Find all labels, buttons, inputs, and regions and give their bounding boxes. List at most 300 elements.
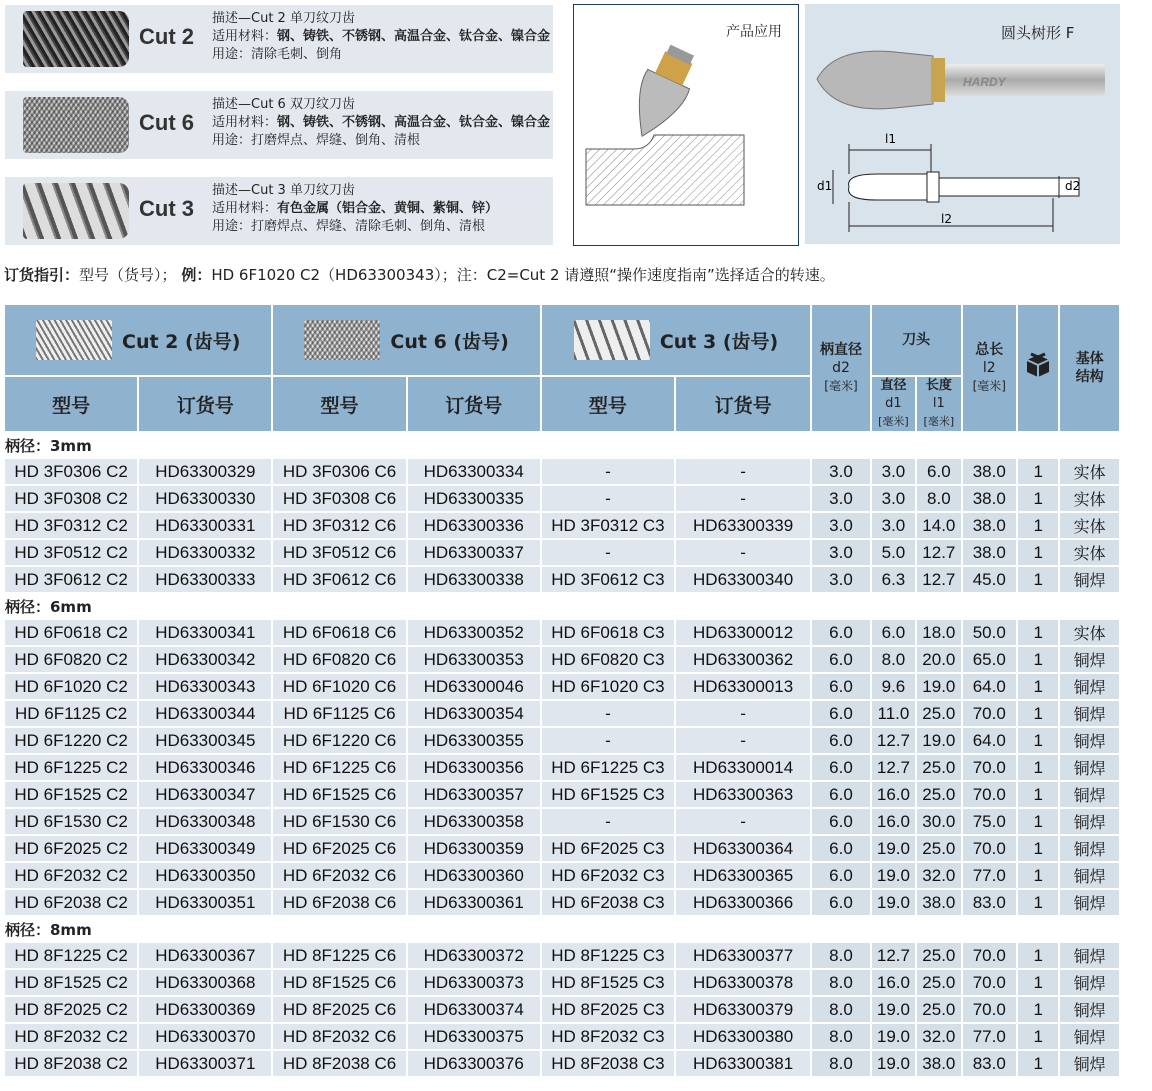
cut-6-order-no-cell: HD63300372: [408, 943, 540, 968]
cut-3-name: Cut 3: [139, 196, 194, 221]
total-length-cell: 70.0: [963, 782, 1016, 807]
shank-diameter-cell: 6.0: [812, 809, 870, 834]
cut-2-model-cell: HD 8F1225 C2: [5, 943, 137, 968]
table-row: [5, 701, 1119, 726]
cut-3-model-header: 型号: [542, 377, 674, 431]
head-diameter-cell: 6.0: [872, 620, 915, 645]
head-diameter-cell: 16.0: [872, 970, 915, 995]
head-length-cell: 25.0: [917, 701, 960, 726]
head-length-cell: 25.0: [917, 970, 960, 995]
cut-6-model-cell: HD 6F2038 C6: [273, 890, 405, 915]
head-length-cell: 12.7: [917, 540, 960, 565]
shank-diameter-cell: 6.0: [812, 728, 870, 753]
cut-3-model-cell: -: [542, 701, 674, 726]
cut-6-order-no-cell: HD63300376: [408, 1051, 540, 1076]
cut-2-order-no-cell: HD63300329: [139, 459, 271, 484]
package-qty-cell: 1: [1018, 540, 1058, 565]
total-length-cell: 64.0: [963, 674, 1016, 699]
head-diameter-cell: 19.0: [872, 1051, 915, 1076]
package-qty-cell: 1: [1018, 701, 1058, 726]
cut-3-model-cell: -: [542, 486, 674, 511]
shank-diameter-symbol: d2: [832, 360, 850, 376]
cut-6-order-no-cell: HD63300046: [408, 674, 540, 699]
head-diameter-label: 直径: [880, 378, 907, 393]
cut-2-model-cell: HD 3F0612 C2: [5, 567, 137, 592]
base-structure-cell: 铜焊: [1060, 809, 1119, 834]
table-row: [5, 890, 1119, 915]
shank-group-title: 柄径：3mm: [5, 433, 1119, 457]
cut-2-order-no-cell: HD63300371: [139, 1051, 271, 1076]
cut-6-model-cell: HD 8F2038 C6: [273, 1051, 405, 1076]
table-row: [5, 620, 1119, 645]
cut-3-header-image: [574, 320, 650, 360]
order-guide-text: 型号（货号）；: [79, 266, 177, 284]
cut-2-order-no-cell: HD63300341: [139, 620, 271, 645]
head-diameter-cell: 19.0: [872, 997, 915, 1022]
head-diameter-cell: 3.0: [872, 513, 915, 538]
cut-3-use: 用途：打磨焊点、焊缝、清除毛刺、倒角、清根: [212, 219, 486, 234]
cut-6-order-no-cell: HD63300354: [408, 701, 540, 726]
table-row: [5, 755, 1119, 780]
cut-2-model-cell: HD 8F2032 C2: [5, 1024, 137, 1049]
application-panel: [573, 4, 799, 246]
cut-6-model-cell: HD 6F1220 C6: [273, 728, 405, 753]
shank-diameter-cell: 3.0: [812, 459, 870, 484]
total-length-cell: 38.0: [963, 513, 1016, 538]
cut-3-order-no-cell: -: [676, 701, 810, 726]
head-diameter-cell: 6.3: [872, 567, 915, 592]
cut-2-order-no-cell: HD63300351: [139, 890, 271, 915]
base-structure-cell: 实体: [1060, 620, 1119, 645]
head-diameter-cell: 5.0: [872, 540, 915, 565]
cut-3-order-no-cell: -: [676, 809, 810, 834]
cut-3-model-cell: HD 8F2025 C3: [542, 997, 674, 1022]
cut-2-model-cell: HD 6F2038 C2: [5, 890, 137, 915]
table-row: [5, 459, 1119, 484]
package-qty-cell: 1: [1018, 459, 1058, 484]
cut-2-order-no-cell: HD63300330: [139, 486, 271, 511]
cut-2-model-cell: HD 6F1125 C2: [5, 701, 137, 726]
cut-6-order-no-cell: HD63300338: [408, 567, 540, 592]
total-length-cell: 70.0: [963, 997, 1016, 1022]
cut-3-desc-line: 描述—Cut 3 单刀纹刀齿: [212, 183, 355, 198]
base-structure-cell: 铜焊: [1060, 647, 1119, 672]
order-guide-example-label: 例：: [181, 266, 212, 284]
head-diameter-header: [872, 377, 915, 431]
cut-2-header-image: [36, 320, 112, 360]
base-structure-cell: 铜焊: [1060, 567, 1119, 592]
cut-2-model-cell: HD 3F0308 C2: [5, 486, 137, 511]
shank-diameter-cell: 8.0: [812, 1024, 870, 1049]
shank-group-row: [5, 433, 1119, 457]
cut-3-model-cell: -: [542, 728, 674, 753]
total-length-unit: [毫米]: [972, 379, 1006, 393]
cut-2-order-header: 订货号: [139, 377, 271, 431]
cut-6-model-cell: HD 3F0306 C6: [273, 459, 405, 484]
cut-2-row: [5, 5, 553, 73]
table-row: [5, 997, 1119, 1022]
cut-3-order-no-cell: HD63300381: [676, 1051, 810, 1076]
cut-6-model-cell: HD 3F0308 C6: [273, 486, 405, 511]
cut-3-order-no-cell: HD63300014: [676, 755, 810, 780]
total-length-label: 总长: [975, 342, 1004, 358]
package-qty-cell: 1: [1018, 809, 1058, 834]
cut-3-order-no-cell: HD63300377: [676, 943, 810, 968]
shank-diameter-cell: 6.0: [812, 620, 870, 645]
cut-6-model-cell: HD 6F1225 C6: [273, 755, 405, 780]
head-length-cell: 25.0: [917, 782, 960, 807]
head-diameter-cell: 19.0: [872, 890, 915, 915]
cut-6-order-no-cell: HD63300359: [408, 836, 540, 861]
cut-2-model-cell: HD 6F1530 C2: [5, 809, 137, 834]
cut-6-model-cell: HD 8F1225 C6: [273, 943, 405, 968]
cut-6-desc-line: 描述—Cut 6 双刀纹刀齿: [212, 97, 355, 112]
base-structure-header: [1060, 305, 1119, 431]
table-row: [5, 674, 1119, 699]
package-header: [1018, 305, 1058, 431]
cut-2-material: 钢、铸铁、不锈钢、高温合金、钛合金、镍合金: [277, 29, 551, 44]
cut-2-model-header: 型号: [5, 377, 137, 431]
cut-3-order-header: 订货号: [676, 377, 810, 431]
total-length-cell: 75.0: [963, 809, 1016, 834]
table-row: [5, 1024, 1119, 1049]
package-qty-cell: 1: [1018, 997, 1058, 1022]
table-row: [5, 970, 1119, 995]
cut-6-group-header: [273, 305, 539, 375]
cut-3-model-cell: HD 6F2025 C3: [542, 836, 674, 861]
cut-6-order-no-cell: HD63300357: [408, 782, 540, 807]
cut-3-order-no-cell: -: [676, 486, 810, 511]
cut-3-order-no-cell: HD63300364: [676, 836, 810, 861]
head-length-cell: 6.0: [917, 459, 960, 484]
head-length-cell: 38.0: [917, 1051, 960, 1076]
table-row: [5, 540, 1119, 565]
cut-3-model-cell: HD 6F0820 C3: [542, 647, 674, 672]
cut-3-order-no-cell: HD63300366: [676, 890, 810, 915]
cut-2-model-cell: HD 6F2025 C2: [5, 836, 137, 861]
cut-3-model-cell: HD 6F2032 C3: [542, 863, 674, 888]
cut-2-desc-line: 描述—Cut 2 单刀纹刀齿: [212, 11, 355, 26]
cut-3-model-cell: HD 8F2032 C3: [542, 1024, 674, 1049]
head-diameter-cell: 9.6: [872, 674, 915, 699]
cut-6-desc: [212, 96, 550, 150]
shank-diameter-cell: 6.0: [812, 755, 870, 780]
cut-6-group-label: Cut 6 (齿号): [390, 330, 509, 353]
head-length-cell: 8.0: [917, 486, 960, 511]
base-structure-cell: 实体: [1060, 486, 1119, 511]
cut-2-model-cell: HD 6F0618 C2: [5, 620, 137, 645]
cut-3-desc: [212, 182, 498, 236]
total-length-cell: 77.0: [963, 1024, 1016, 1049]
head-diameter-symbol: d1: [885, 396, 902, 411]
cut-2-model-cell: HD 6F1225 C2: [5, 755, 137, 780]
package-qty-cell: 1: [1018, 863, 1058, 888]
application-illustration: [574, 5, 798, 245]
cut-2-model-cell: HD 6F1525 C2: [5, 782, 137, 807]
total-length-cell: 70.0: [963, 755, 1016, 780]
package-qty-cell: 1: [1018, 782, 1058, 807]
head-diameter-cell: 11.0: [872, 701, 915, 726]
cut-3-row: [5, 177, 553, 245]
cut-6-model-cell: HD 6F0618 C6: [273, 620, 405, 645]
cut-3-order-no-cell: HD63300363: [676, 782, 810, 807]
total-length-cell: 38.0: [963, 459, 1016, 484]
shank-diameter-cell: 6.0: [812, 674, 870, 699]
cut-2-order-no-cell: HD63300346: [139, 755, 271, 780]
shank-diameter-cell: 3.0: [812, 567, 870, 592]
cut-3-order-no-cell: HD63300365: [676, 863, 810, 888]
order-guide: [4, 264, 835, 285]
package-qty-cell: 1: [1018, 836, 1058, 861]
cut-2-group-header: [5, 305, 271, 375]
cut-3-model-cell: HD 6F1225 C3: [542, 755, 674, 780]
cut-2-model-cell: HD 6F1020 C2: [5, 674, 137, 699]
package-box-icon: [1023, 351, 1053, 381]
cut-6-order-no-cell: HD63300358: [408, 809, 540, 834]
cut-2-model-cell: HD 6F1220 C2: [5, 728, 137, 753]
shank-diameter-cell: 3.0: [812, 486, 870, 511]
shank-diameter-header: [812, 305, 870, 431]
cut-6-order-header: 订货号: [408, 377, 540, 431]
cut-2-model-cell: HD 6F0820 C2: [5, 647, 137, 672]
table-row: [5, 728, 1119, 753]
shank-diameter-cell: 3.0: [812, 540, 870, 565]
cut-3-model-cell: HD 8F1225 C3: [542, 943, 674, 968]
package-qty-cell: 1: [1018, 486, 1058, 511]
cut-2-order-no-cell: HD63300343: [139, 674, 271, 699]
shank-diameter-cell: 3.0: [812, 513, 870, 538]
cut-3-model-cell: HD 8F1525 C3: [542, 970, 674, 995]
table-row: [5, 809, 1119, 834]
head-length-header: [917, 377, 960, 431]
cut-6-order-no-cell: HD63300373: [408, 970, 540, 995]
cut-2-model-cell: HD 8F2025 C2: [5, 997, 137, 1022]
cut-3-order-no-cell: HD63300362: [676, 647, 810, 672]
head-diameter-cell: 16.0: [872, 809, 915, 834]
total-length-cell: 64.0: [963, 728, 1016, 753]
total-length-cell: 83.0: [963, 890, 1016, 915]
cut-6-model-cell: HD 6F0820 C6: [273, 647, 405, 672]
total-length-cell: 38.0: [963, 540, 1016, 565]
cut-6-order-no-cell: HD63300355: [408, 728, 540, 753]
shank-group-row: [5, 917, 1119, 941]
base-structure-cell: 铜焊: [1060, 782, 1119, 807]
base-structure-cell: 铜焊: [1060, 997, 1119, 1022]
package-qty-cell: 1: [1018, 755, 1058, 780]
shape-d1-label: d1: [817, 179, 833, 193]
base-structure-cell: 铜焊: [1060, 755, 1119, 780]
package-qty-cell: 1: [1018, 943, 1058, 968]
cut-3-order-no-cell: HD63300013: [676, 674, 810, 699]
head-length-cell: 14.0: [917, 513, 960, 538]
cut-6-model-cell: HD 8F1525 C6: [273, 970, 405, 995]
shape-l2-label: l2: [941, 212, 952, 226]
base-structure-cell: 铜焊: [1060, 943, 1119, 968]
cut-6-model-cell: HD 6F1525 C6: [273, 782, 405, 807]
product-table-body: [5, 433, 1119, 1076]
total-length-header: [963, 305, 1016, 431]
order-guide-label: 订货指引：: [4, 266, 80, 284]
cut-6-model-header: 型号: [273, 377, 405, 431]
total-length-cell: 77.0: [963, 863, 1016, 888]
head-length-cell: 25.0: [917, 943, 960, 968]
head-length-cell: 32.0: [917, 1024, 960, 1049]
cut-6-model-cell: HD 6F2025 C6: [273, 836, 405, 861]
cut-6-model-cell: HD 6F1530 C6: [273, 809, 405, 834]
shape-brand: HARDY: [963, 75, 1006, 89]
total-length-cell: 83.0: [963, 1051, 1016, 1076]
cut-2-material-label: 适用材料：: [212, 29, 278, 44]
package-qty-cell: 1: [1018, 674, 1058, 699]
shank-diameter-cell: 6.0: [812, 647, 870, 672]
cut-2-model-cell: HD 3F0306 C2: [5, 459, 137, 484]
shank-diameter-cell: 8.0: [812, 997, 870, 1022]
head-length-cell: 25.0: [917, 836, 960, 861]
shape-d2-label: d2: [1065, 179, 1081, 193]
head-diameter-cell: 12.7: [872, 755, 915, 780]
total-length-cell: 70.0: [963, 701, 1016, 726]
cut-3-material: 有色金属（铝合金、黄铜、紫铜、锌）: [277, 201, 499, 216]
cut-6-order-no-cell: HD63300374: [408, 997, 540, 1022]
base-structure-cell: 铜焊: [1060, 728, 1119, 753]
head-length-cell: 25.0: [917, 997, 960, 1022]
package-qty-cell: 1: [1018, 970, 1058, 995]
cut-6-model-cell: HD 8F2025 C6: [273, 997, 405, 1022]
total-length-cell: 70.0: [963, 943, 1016, 968]
cut-6-model-cell: HD 6F1125 C6: [273, 701, 405, 726]
head-length-cell: 25.0: [917, 755, 960, 780]
application-title: 产品应用: [726, 24, 782, 40]
head-length-cell: 19.0: [917, 728, 960, 753]
cut-2-order-no-cell: HD63300344: [139, 701, 271, 726]
shape-l1-label: l1: [885, 132, 896, 146]
head-length-unit: [毫米]: [923, 415, 955, 428]
shank-diameter-cell: 8.0: [812, 970, 870, 995]
cut-3-group-header: [542, 305, 810, 375]
cut-3-order-no-cell: HD63300379: [676, 997, 810, 1022]
head-length-cell: 12.7: [917, 567, 960, 592]
package-qty-cell: 1: [1018, 647, 1058, 672]
cut-2-model-cell: HD 8F2038 C2: [5, 1051, 137, 1076]
shank-diameter-label: 柄直径: [819, 342, 862, 358]
head-diameter-cell: 3.0: [872, 486, 915, 511]
cut-6-order-no-cell: HD63300375: [408, 1024, 540, 1049]
cut-2-model-cell: HD 8F1525 C2: [5, 970, 137, 995]
cut-3-order-no-cell: -: [676, 540, 810, 565]
base-structure-cell: 铜焊: [1060, 674, 1119, 699]
cut-2-use: 用途：清除毛刺、倒角: [212, 47, 343, 62]
cut-3-model-cell: HD 6F2038 C3: [542, 890, 674, 915]
base-structure-cell: 铜焊: [1060, 1024, 1119, 1049]
cut-2-model-cell: HD 3F0312 C2: [5, 513, 137, 538]
cut-6-order-no-cell: HD63300335: [408, 486, 540, 511]
total-length-cell: 65.0: [963, 647, 1016, 672]
base-structure-cell: 实体: [1060, 540, 1119, 565]
table-row: [5, 836, 1119, 861]
cut-6-order-no-cell: HD63300336: [408, 513, 540, 538]
head-diameter-cell: 16.0: [872, 782, 915, 807]
cut-6-name: Cut 6: [139, 110, 194, 135]
cut-3-order-no-cell: HD63300378: [676, 970, 810, 995]
shank-diameter-cell: 8.0: [812, 943, 870, 968]
head-length-cell: 20.0: [917, 647, 960, 672]
cut-2-order-no-cell: HD63300331: [139, 513, 271, 538]
cut-6-model-cell: HD 3F0612 C6: [273, 567, 405, 592]
shank-diameter-cell: 8.0: [812, 1051, 870, 1076]
cut-2-model-cell: HD 3F0512 C2: [5, 540, 137, 565]
cut-6-model-cell: HD 8F2032 C6: [273, 1024, 405, 1049]
cut-3-model-cell: HD 6F0618 C3: [542, 620, 674, 645]
cut-2-order-no-cell: HD63300342: [139, 647, 271, 672]
cut-2-name: Cut 2: [139, 24, 194, 49]
cut-3-order-no-cell: HD63300380: [676, 1024, 810, 1049]
shank-group-title: 柄径：6mm: [5, 594, 1119, 618]
shank-diameter-cell: 6.0: [812, 782, 870, 807]
total-length-cell: 45.0: [963, 567, 1016, 592]
cut-6-material-label: 适用材料：: [212, 115, 278, 130]
shank-diameter-cell: 6.0: [812, 890, 870, 915]
cut-2-order-no-cell: HD63300367: [139, 943, 271, 968]
cut-2-order-no-cell: HD63300345: [139, 728, 271, 753]
cut-2-order-no-cell: HD63300347: [139, 782, 271, 807]
cut-3-model-cell: HD 8F2038 C3: [542, 1051, 674, 1076]
cut-2-order-no-cell: HD63300369: [139, 997, 271, 1022]
cut-3-burr-image: [23, 183, 129, 239]
head-diameter-cell: 19.0: [872, 836, 915, 861]
cut-2-order-no-cell: HD63300350: [139, 863, 271, 888]
table-row: [5, 782, 1119, 807]
shank-diameter-cell: 6.0: [812, 701, 870, 726]
base-structure-cell: 实体: [1060, 459, 1119, 484]
base-structure-cell: 铜焊: [1060, 970, 1119, 995]
base-structure-cell: 铜焊: [1060, 890, 1119, 915]
shank-group-title: 柄径：8mm: [5, 917, 1119, 941]
cut-2-order-no-cell: HD63300370: [139, 1024, 271, 1049]
head-length-symbol: l1: [932, 396, 945, 411]
cut-2-desc: [212, 10, 550, 64]
cut-2-order-no-cell: HD63300332: [139, 540, 271, 565]
head-length-cell: 18.0: [917, 620, 960, 645]
package-qty-cell: 1: [1018, 1024, 1058, 1049]
cut-3-model-cell: HD 3F0612 C3: [542, 567, 674, 592]
total-length-cell: 38.0: [963, 486, 1016, 511]
cut-2-model-cell: HD 6F2032 C2: [5, 863, 137, 888]
head-diameter-cell: 8.0: [872, 647, 915, 672]
cut-3-order-no-cell: HD63300012: [676, 620, 810, 645]
head-diameter-cell: 12.7: [872, 728, 915, 753]
base-structure-cell: 铜焊: [1060, 836, 1119, 861]
head-length-cell: 19.0: [917, 674, 960, 699]
cut-6-order-no-cell: HD63300334: [408, 459, 540, 484]
head-length-cell: 38.0: [917, 890, 960, 915]
cut-3-order-no-cell: -: [676, 728, 810, 753]
cut-2-order-no-cell: HD63300348: [139, 809, 271, 834]
shank-diameter-cell: 6.0: [812, 863, 870, 888]
base-structure-cell: 实体: [1060, 513, 1119, 538]
total-length-cell: 50.0: [963, 620, 1016, 645]
head-length-label: 长度: [925, 378, 952, 393]
cut-6-use: 用途：打磨焊点、焊缝、倒角、清根: [212, 133, 421, 148]
cut-2-order-no-cell: HD63300349: [139, 836, 271, 861]
cut-3-order-no-cell: HD63300339: [676, 513, 810, 538]
cut-3-model-cell: HD 6F1525 C3: [542, 782, 674, 807]
head-length-cell: 32.0: [917, 863, 960, 888]
table-row: [5, 486, 1119, 511]
cut-6-order-no-cell: HD63300360: [408, 863, 540, 888]
cut-6-order-no-cell: HD63300353: [408, 647, 540, 672]
shape-panel: [805, 4, 1120, 244]
cut-3-group-label: Cut 3 (齿号): [659, 330, 779, 353]
